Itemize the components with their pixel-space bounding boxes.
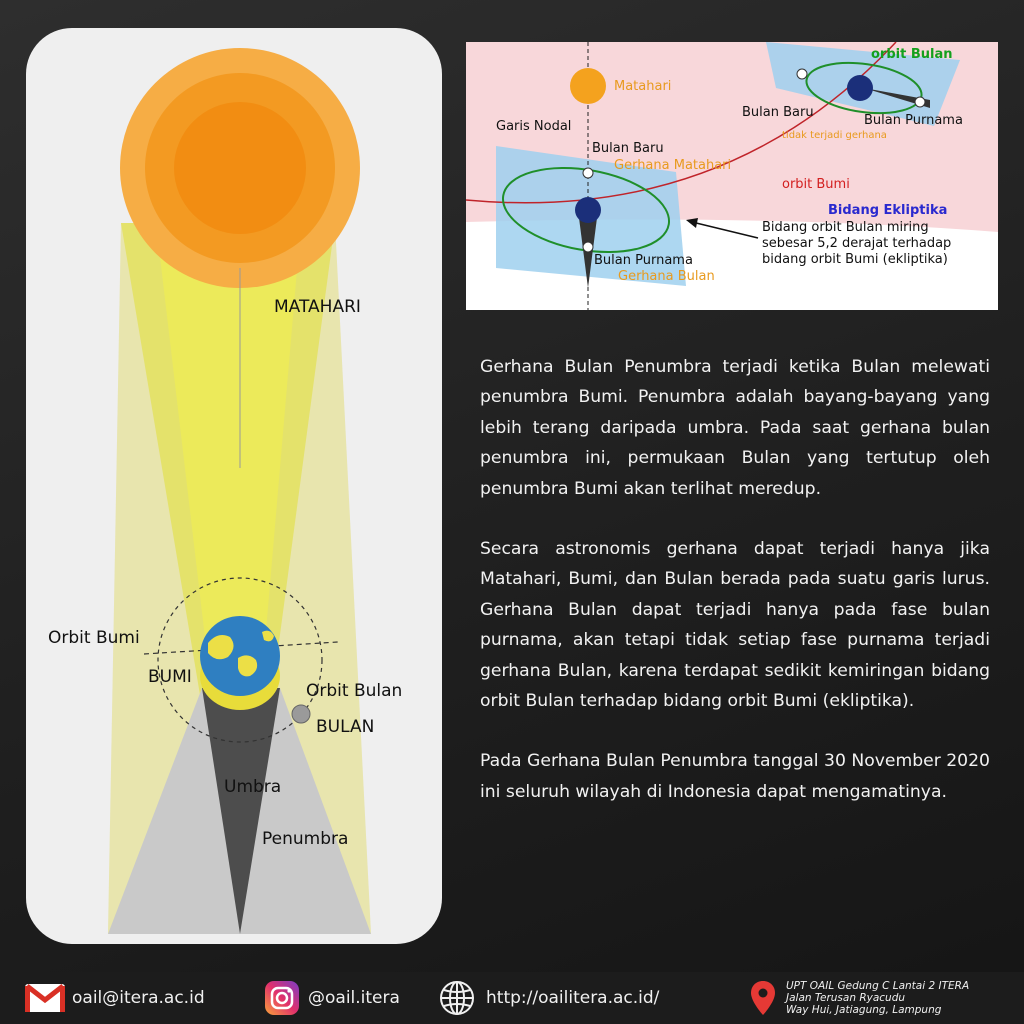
paragraph-1: Gerhana Bulan Penumbra terjadi ketika Bulan melewati penumbra Bumi. Penumbra adalah bayang-bayang yang lebih terang daripada umbra. Pada saat gerhana bulan penumbra ini, permukaan Bulan yang tertutup oleh penumbra Bumi akan terlihat meredup. — [480, 357, 990, 499]
globe-icon — [438, 979, 476, 1017]
new-moon-top — [797, 69, 807, 79]
eclipse-shadow-diagram — [26, 28, 442, 944]
eclipse-geometry — [26, 28, 442, 944]
solar-eclipse-label: Gerhana Matahari — [614, 158, 732, 173]
paragraph-3: Pada Gerhana Bulan Penumbra tanggal 30 November 2020 ini seluruh wilayah di Indonesia dapat mengamatinya. — [480, 751, 990, 802]
ecliptic-plane-label: Bidang Ekliptika — [828, 203, 948, 218]
instagram-icon — [264, 980, 300, 1016]
sun-label: MATAHARI — [274, 297, 361, 317]
sun-small-label: Matahari — [614, 79, 672, 94]
umbra-label: Umbra — [224, 777, 282, 797]
instagram-text[interactable]: @oail.itera — [308, 988, 400, 1008]
earth-top — [847, 75, 873, 101]
website-contact[interactable] — [438, 972, 659, 1024]
gmail-icon — [24, 982, 66, 1014]
orbit-tilt-diagram — [466, 42, 998, 310]
tilt-note-line-2: sebesar 5,2 derajat terhadap — [762, 236, 952, 251]
new-moon-bottom — [583, 168, 593, 178]
node-line-label: Garis Nodal — [496, 119, 572, 134]
contact-footer — [0, 972, 1024, 1024]
tilt-note-line-3: bidang orbit Bumi (ekliptika) — [762, 252, 948, 267]
earth-orbit-label: orbit Bumi — [782, 177, 850, 192]
email-contact[interactable] — [24, 972, 205, 1024]
orbit-geometry — [466, 42, 998, 310]
website-text[interactable]: http://oailitera.ac.id/ — [486, 988, 660, 1008]
address-line-1: UPT OAIL Gedung C Lantai 2 ITERA — [786, 980, 970, 992]
moon-orbit-label: Orbit Bulan — [306, 681, 403, 701]
email-text[interactable]: oail@itera.ac.id — [72, 988, 205, 1008]
earth-orbit-label: Orbit Bumi — [48, 628, 140, 648]
new-moon-top-label: Bulan Baru — [742, 105, 814, 120]
description-text — [480, 352, 990, 837]
location-pin-icon — [750, 980, 776, 1016]
new-moon-label: Bulan Baru — [592, 141, 664, 156]
address-line-3: Way Hui, Jatiagung, Lampung — [786, 1004, 942, 1016]
moon-label: BULAN — [316, 717, 375, 737]
sun-core — [174, 102, 306, 234]
instagram-contact[interactable] — [264, 972, 400, 1024]
paragraph-2: Secara astronomis gerhana dapat terjadi hanya jika Matahari, Bumi, dan Bulan berada pada suatu garis lurus. Gerhana Bulan dapat terjadi hanya pada fase bulan purnama, akan tetapi tidak setiap fase purnama terjadi gerhana Bulan, karena terdapat sedikit kemiringan bidang orbit Bulan terhadap bidang orbit Bumi (ekliptika). — [480, 539, 990, 712]
lunar-eclipse-label: Gerhana Bulan — [618, 269, 715, 284]
penumbra-label: Penumbra — [262, 829, 349, 849]
full-moon-bottom — [583, 242, 593, 252]
full-moon-top — [915, 97, 925, 107]
full-moon-top-label: Bulan Purnama — [864, 113, 963, 128]
no-eclipse-label: tidak terjadi gerhana — [782, 130, 887, 141]
sun-small — [570, 68, 606, 104]
moon — [292, 705, 310, 723]
earth-label: BUMI — [148, 667, 192, 687]
address-line-2: Jalan Terusan Ryacudu — [786, 992, 906, 1004]
moon-orbit-label: orbit Bulan — [871, 47, 953, 62]
address-contact — [750, 972, 969, 1024]
address-block — [786, 980, 969, 1016]
full-moon-label: Bulan Purnama — [594, 253, 693, 268]
earth-bottom — [575, 197, 601, 223]
tilt-note-line-1: Bidang orbit Bulan miring — [762, 220, 929, 235]
